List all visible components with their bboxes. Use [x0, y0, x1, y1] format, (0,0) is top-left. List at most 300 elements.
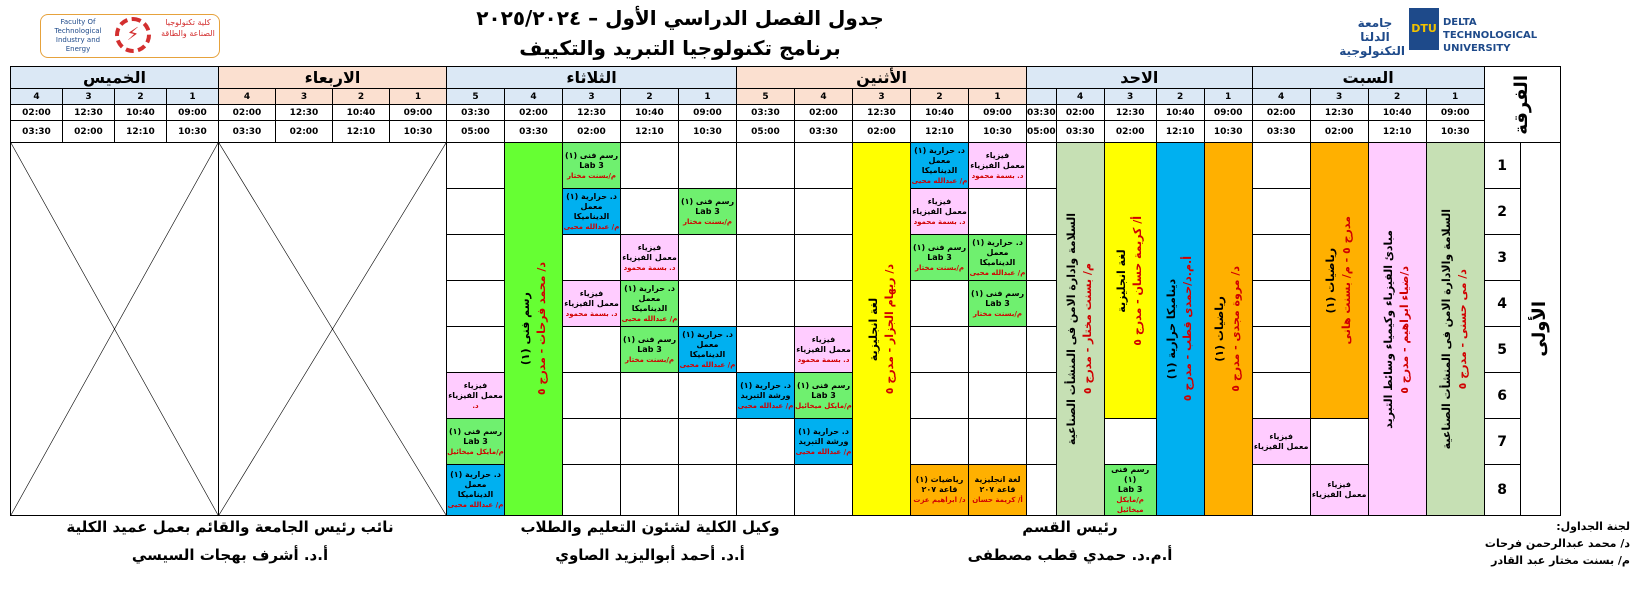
- session-room: معمل الفيزياء: [970, 160, 1025, 170]
- session-text: [447, 470, 504, 510]
- empty-slot: [969, 419, 1027, 465]
- session-cell: [795, 419, 853, 465]
- signature-title: نائب رئيس الجامعة والقائم بعمل عميد الكلية: [66, 518, 394, 536]
- period-start-time: 02:00: [1056, 105, 1104, 121]
- session-course: رسم فنى (١): [912, 242, 967, 252]
- empty-slot: [1252, 281, 1310, 327]
- empty-slot: [563, 465, 621, 516]
- empty-slot: [447, 281, 505, 327]
- empty-slot: [679, 235, 737, 281]
- empty-slot: [1027, 281, 1057, 327]
- period-start-time: 12:30: [1310, 105, 1368, 121]
- empty-slot: [679, 143, 737, 189]
- cancelled-day-block: [219, 143, 447, 516]
- period-end-time: 12:10: [115, 121, 167, 143]
- session-course: فيزياء: [985, 150, 1010, 160]
- session-text: [795, 427, 852, 457]
- course-instructor: م/ بسنت مختار - مدرج ٥: [1081, 263, 1095, 395]
- session-cell: [621, 281, 679, 327]
- session-room: معمل الديناميكا: [921, 155, 958, 175]
- empty-slot: [737, 143, 795, 189]
- empty-slot: [679, 281, 737, 327]
- period-number: 4: [11, 89, 63, 105]
- course-instructor: د/ مى حسنى - مدرج ٥: [1456, 268, 1470, 390]
- session-course: فيزياء: [463, 380, 488, 390]
- period-end-time: 03:30: [1252, 121, 1310, 143]
- day-header: الأثنين: [737, 67, 1027, 89]
- empty-slot: [1027, 327, 1057, 373]
- period-end-time: 03:30: [1056, 121, 1104, 143]
- session-room: معمل الديناميكا: [573, 201, 610, 221]
- period-end-time: 02:00: [63, 121, 115, 143]
- empty-slot: [621, 465, 679, 516]
- course-block: [505, 143, 563, 516]
- session-text: [679, 197, 736, 227]
- session-room: معمل الفيزياء: [1311, 490, 1367, 499]
- session-instructor: م/ عبدالله محيى: [795, 447, 852, 456]
- period-end-time: 10:30: [1204, 121, 1252, 143]
- period-number: 3: [63, 89, 115, 105]
- period-end-time: 03:30: [795, 121, 853, 143]
- session-instructor: م/بسنت مختار: [566, 171, 617, 180]
- session-course: د. حرارية (١): [624, 283, 675, 293]
- session-room: معمل الفيزياء: [448, 390, 503, 400]
- period-end-time: 12:10: [1156, 121, 1204, 143]
- period-number: 5: [737, 89, 795, 105]
- period-start-time: 10:40: [911, 105, 969, 121]
- course-instructor: د/ ريهام الجزار - مدرج ٥: [882, 263, 896, 395]
- course-block-text: [1212, 266, 1244, 392]
- session-instructor: م/بسنت مختار: [972, 309, 1023, 318]
- course-name: رياضيات (١): [1213, 296, 1227, 362]
- session-room: معمل الفيزياء: [912, 206, 967, 216]
- empty-slot: [1027, 143, 1057, 189]
- level-label: [1484, 67, 1560, 143]
- empty-slot: [795, 189, 853, 235]
- period-start-time: 09:00: [167, 105, 219, 121]
- empty-slot: [737, 465, 795, 516]
- session-text: [911, 146, 968, 186]
- period-start-time: 09:00: [969, 105, 1027, 121]
- session-room: قاعة ٢٠٧: [979, 485, 1016, 494]
- session-text: [621, 243, 678, 273]
- course-instructor: د/ محمد فرحات - مدرج ٥: [534, 262, 548, 396]
- session-instructor: م/ عبدالله محيى: [737, 401, 794, 410]
- session-cell: [795, 373, 853, 419]
- session-room: معمل الديناميكا: [689, 339, 726, 359]
- course-name: رياضيات (١): [1324, 247, 1338, 314]
- session-cell: [969, 281, 1027, 327]
- course-name: لغة انجليزية: [1115, 248, 1129, 313]
- course-block: [1426, 143, 1484, 516]
- empty-slot: [1252, 373, 1310, 419]
- university-logo: [1339, 8, 1545, 58]
- period-end-time: 05:00: [447, 121, 505, 143]
- empty-slot: [911, 419, 969, 465]
- row-number: 5: [1484, 327, 1520, 373]
- session-course: فيزياء: [927, 196, 952, 206]
- empty-slot: [911, 373, 969, 419]
- session-instructor: أ/ كريمة حسان: [972, 496, 1023, 504]
- session-cell: [447, 373, 505, 419]
- period-end-time: 10:30: [167, 121, 219, 143]
- period-end-time: 10:30: [1426, 121, 1484, 143]
- session-text: [911, 475, 968, 505]
- session-cell: [1310, 465, 1368, 516]
- session-course: فيزياء: [1327, 480, 1351, 489]
- cross-icon: [219, 143, 446, 515]
- period-number: [1027, 89, 1057, 105]
- session-room: Lab 3: [927, 252, 952, 262]
- period-end-time: 10:30: [679, 121, 737, 143]
- course-block: [1104, 143, 1156, 419]
- period-start-time: 02:00: [795, 105, 853, 121]
- empty-slot: [621, 189, 679, 235]
- session-text: [911, 197, 968, 227]
- course-instructor: د/ مروة مجدى - مدرج ٥: [1229, 266, 1243, 392]
- gear-icon: ⚡: [115, 17, 151, 53]
- empty-slot: [447, 327, 505, 373]
- course-block-text: [1381, 230, 1413, 429]
- period-number: 5: [447, 89, 505, 105]
- period-number: 2: [115, 89, 167, 105]
- session-room: معمل الفيزياء: [796, 344, 851, 354]
- session-room: Lab 3: [811, 390, 836, 400]
- empty-slot: [737, 327, 795, 373]
- session-instructor: م/ عبدالله محيى: [911, 176, 968, 185]
- period-start-row: [11, 105, 1561, 121]
- session-cell: [447, 465, 505, 516]
- period-number: 1: [167, 89, 219, 105]
- course-block-text: [1323, 216, 1355, 344]
- course-block: [1368, 143, 1426, 516]
- session-text: [563, 151, 620, 181]
- session-course: فيزياء: [1269, 431, 1293, 441]
- period-end-time: 12:10: [911, 121, 969, 143]
- empty-slot: [1027, 419, 1057, 465]
- signature-title: وكيل الكلية لشئون التعليم والطلاب: [520, 518, 780, 536]
- session-text: [679, 330, 736, 370]
- session-room: قاعة ٢٠٧: [921, 485, 958, 494]
- session-course: رياضيات (١): [915, 475, 964, 484]
- period-start-time: 10:40: [1156, 105, 1204, 121]
- period-start-time: 09:00: [679, 105, 737, 121]
- period-end-time: 12:10: [621, 121, 679, 143]
- session-text: [911, 243, 968, 273]
- session-course: رسم فنى (١): [1111, 465, 1150, 484]
- session-instructor: د/ ابراهيم عزت: [913, 496, 966, 504]
- empty-slot: [737, 235, 795, 281]
- session-room: ورشة التبريد: [798, 436, 849, 446]
- schedule-table: [10, 66, 1561, 516]
- signature-name: أ.م.د. حمدي قطب مصطفى: [967, 546, 1173, 564]
- empty-slot: [1027, 235, 1057, 281]
- session-instructor: م/ عبدالله محيى: [969, 268, 1026, 277]
- level-name-text: الأولى: [1529, 301, 1551, 357]
- course-block: [1204, 143, 1252, 516]
- period-number: 3: [276, 89, 333, 105]
- period-number: 3: [1104, 89, 1156, 105]
- faculty-logo: [40, 14, 220, 58]
- session-instructor: م/بسنت مختار: [682, 217, 733, 226]
- period-number: 1: [1426, 89, 1484, 105]
- session-cell: [795, 327, 853, 373]
- row-number: 6: [1484, 373, 1520, 419]
- session-room: Lab 3: [463, 436, 488, 446]
- row-number: 7: [1484, 419, 1520, 465]
- session-room: معمل الديناميكا: [631, 293, 668, 313]
- session-text: [621, 284, 678, 324]
- session-room: Lab 3: [579, 160, 604, 170]
- session-text: [969, 475, 1026, 505]
- page-title: جدول الفصل الدراسي الأول – ٢٠٢٥/٢٠٢٤: [476, 6, 884, 30]
- session-cell: [447, 419, 505, 465]
- session-cell: [1252, 419, 1310, 465]
- period-start-time: 10:40: [1368, 105, 1426, 121]
- period-start-time: 02:00: [1252, 105, 1310, 121]
- period-start-time: 09:00: [390, 105, 447, 121]
- session-course: فيزياء: [811, 334, 836, 344]
- course-block: [853, 143, 911, 516]
- period-end-time: 05:00: [1027, 121, 1057, 143]
- session-text: [969, 151, 1026, 181]
- university-logo-en: DELTA TECHNOLOGICAL UNIVERSITY: [1443, 17, 1538, 54]
- session-text: [969, 238, 1026, 278]
- session-course: فيزياء: [579, 288, 604, 298]
- day-header: الثلاثاء: [447, 67, 737, 89]
- empty-slot: [795, 143, 853, 189]
- session-cell: [563, 143, 621, 189]
- session-cell: [563, 281, 621, 327]
- session-instructor: م/مايكل ميخائيل: [1116, 496, 1144, 514]
- period-number: 4: [505, 89, 563, 105]
- empty-slot: [447, 235, 505, 281]
- signature-title: رئيس القسم: [1022, 518, 1118, 536]
- period-start-time: 02:00: [505, 105, 563, 121]
- course-instructor: د/ضياء ابراهيم - مدرج ٥: [1398, 265, 1412, 393]
- period-start-time: 12:30: [276, 105, 333, 121]
- session-instructor: د. بسمة محمود: [971, 171, 1024, 180]
- empty-slot: [1310, 419, 1368, 465]
- course-block: [1310, 143, 1368, 419]
- period-start-time: 02:00: [219, 105, 276, 121]
- period-number: 1: [1204, 89, 1252, 105]
- session-cell: [911, 465, 969, 516]
- cross-icon: [11, 143, 218, 515]
- period-end-row: [11, 121, 1561, 143]
- period-number: 4: [795, 89, 853, 105]
- page-header: [0, 0, 1650, 66]
- period-number: 4: [219, 89, 276, 105]
- period-number-row: [11, 89, 1561, 105]
- period-end-time: 03:30: [219, 121, 276, 143]
- course-name: السلامة والادارة الامن فى المنشأت الصناعية: [1440, 208, 1454, 450]
- session-course: رسم فنى (١): [680, 196, 735, 206]
- session-room: معمل الفيزياء: [564, 298, 619, 308]
- course-instructor: أ.م.د/حمدى قطب - مدرج ٥: [1181, 256, 1195, 402]
- course-name: مبادئ الفيزياء وكيمياء وسائط التبريد: [1382, 229, 1396, 429]
- empty-slot: [621, 373, 679, 419]
- session-course: د. حرارية (١): [914, 145, 965, 155]
- signature-name: أ.د. أحمد أبواليزيد الصاوي: [555, 546, 745, 564]
- period-start-time: 12:30: [1104, 105, 1156, 121]
- session-text: [969, 289, 1026, 319]
- day-header: الاربعاء: [219, 67, 447, 89]
- session-cell: [563, 189, 621, 235]
- course-block: [1056, 143, 1104, 516]
- session-room: Lab 3: [1117, 485, 1143, 494]
- session-instructor: م/مايكل ميخائيل: [447, 447, 504, 456]
- course-instructor: مدرج ٥ - م/ بسنت هانى: [1340, 216, 1354, 345]
- session-room: معمل الفيزياء: [622, 252, 677, 262]
- period-end-time: 02:00: [853, 121, 911, 143]
- session-cell: [911, 189, 969, 235]
- empty-slot: [911, 281, 969, 327]
- period-number: 1: [390, 89, 447, 105]
- empty-slot: [679, 373, 737, 419]
- empty-slot: [737, 189, 795, 235]
- schedule-committee: [1420, 518, 1630, 569]
- period-number: 3: [1310, 89, 1368, 105]
- session-text: [563, 289, 620, 319]
- row-number: 8: [1484, 465, 1520, 516]
- day-header-row: [11, 67, 1561, 89]
- empty-slot: [679, 465, 737, 516]
- empty-slot: [795, 281, 853, 327]
- session-instructor: د. بسمة محمود: [623, 263, 676, 272]
- level-name: [1520, 143, 1560, 516]
- course-block-text: [1439, 209, 1471, 449]
- page-subtitle: برنامج تكنولوجيا التبريد والتكييف: [519, 36, 841, 60]
- session-course: د. حرارية (١): [972, 237, 1023, 247]
- session-room: ورشة التبريد: [740, 390, 791, 400]
- session-cell: [679, 327, 737, 373]
- period-number: 1: [969, 89, 1027, 105]
- period-end-time: 02:00: [1310, 121, 1368, 143]
- session-course: لغة انجليزية: [974, 475, 1021, 484]
- session-room: Lab 3: [985, 298, 1010, 308]
- period-end-time: 05:00: [737, 121, 795, 143]
- session-course: د. حرارية (١): [566, 191, 617, 201]
- session-text: [563, 192, 620, 232]
- empty-slot: [737, 281, 795, 327]
- period-start-time: 12:30: [853, 105, 911, 121]
- session-cell: [679, 189, 737, 235]
- session-course: رسم فنى (١): [622, 334, 677, 344]
- period-start-time: 10:40: [621, 105, 679, 121]
- empty-slot: [447, 143, 505, 189]
- empty-slot: [447, 189, 505, 235]
- period-number: 1: [679, 89, 737, 105]
- empty-slot: [1104, 419, 1156, 465]
- course-name: رسم فنى (١): [518, 292, 532, 366]
- empty-slot: [563, 419, 621, 465]
- day-header: الاحد: [1027, 67, 1253, 89]
- session-room: معمل الديناميكا: [457, 480, 494, 499]
- session-instructor: د.: [472, 401, 479, 410]
- signature-vice-president: [40, 518, 420, 564]
- session-course: رسم فنى (١): [970, 288, 1025, 298]
- committee-member: د/ محمد عبدالرحمن فرحات: [1484, 537, 1630, 550]
- period-start-time: 03:30: [737, 105, 795, 121]
- session-course: رسم فنى (١): [796, 380, 851, 390]
- session-instructor: م/بسنت مختار: [624, 355, 675, 364]
- session-instructor: م/مايكل ميخائيل: [795, 401, 852, 410]
- period-end-time: 02:00: [563, 121, 621, 143]
- session-course: د. حرارية (١): [450, 470, 501, 479]
- period-start-time: 12:30: [563, 105, 621, 121]
- university-logo-ar: جامعة الدلتا التكنولوجية: [1339, 16, 1405, 58]
- row-number: 4: [1484, 281, 1520, 327]
- course-block-text: [1064, 213, 1096, 445]
- session-instructor: د. بسمة محمود: [565, 309, 618, 318]
- period-end-time: 02:00: [276, 121, 333, 143]
- session-cell: [911, 143, 969, 189]
- empty-slot: [563, 373, 621, 419]
- course-block-text: [1164, 256, 1196, 401]
- session-text: [795, 381, 852, 411]
- empty-slot: [795, 235, 853, 281]
- session-text: [1105, 465, 1156, 515]
- session-course: فيزياء: [637, 242, 662, 252]
- period-start-time: 03:30: [1027, 105, 1057, 121]
- signature-vice-dean: [490, 518, 810, 564]
- period-start-time: 09:00: [1426, 105, 1484, 121]
- empty-slot: [1027, 465, 1057, 516]
- row-number: 2: [1484, 189, 1520, 235]
- session-cell: [969, 465, 1027, 516]
- university-logo-mark: DTU: [1409, 8, 1439, 50]
- period-start-time: 10:40: [333, 105, 390, 121]
- empty-slot: [621, 143, 679, 189]
- empty-slot: [1252, 189, 1310, 235]
- course-block-text: [518, 262, 550, 395]
- course-name: لغة انجليزية: [866, 297, 880, 361]
- period-number: 2: [1156, 89, 1204, 105]
- period-end-time: 02:00: [1104, 121, 1156, 143]
- session-course: د. حرارية (١): [798, 426, 849, 436]
- course-block-text: [1114, 216, 1146, 346]
- period-number: 4: [1252, 89, 1310, 105]
- session-cell: [621, 235, 679, 281]
- empty-slot: [563, 235, 621, 281]
- signature-department-head: [960, 518, 1180, 564]
- period-number: 2: [911, 89, 969, 105]
- session-cell: [969, 235, 1027, 281]
- session-cell: [911, 235, 969, 281]
- period-end-time: 03:30: [505, 121, 563, 143]
- faculty-logo-en: Faculty Of Technological Industry and Energy: [54, 18, 102, 53]
- period-end-time: 03:30: [11, 121, 63, 143]
- session-course: رسم فنى (١): [448, 426, 503, 436]
- period-number: 2: [621, 89, 679, 105]
- period-start-time: 02:00: [11, 105, 63, 121]
- committee-member: م/ بسنت مختار عبد القادر: [1491, 554, 1630, 567]
- empty-slot: [679, 419, 737, 465]
- row-number: 3: [1484, 235, 1520, 281]
- course-name: السلامة وادارة الامن فى المنشأت الصناعية: [1065, 212, 1079, 446]
- empty-slot: [911, 327, 969, 373]
- empty-slot: [1252, 143, 1310, 189]
- session-cell: [621, 327, 679, 373]
- period-start-time: 03:30: [447, 105, 505, 121]
- course-block: [1156, 143, 1204, 516]
- schedule-row: [11, 143, 1561, 189]
- committee-title: لجنة الجداول:: [1556, 520, 1630, 533]
- empty-slot: [1252, 235, 1310, 281]
- empty-slot: [1252, 465, 1310, 516]
- course-name: ديناميكا حرارية (١): [1165, 278, 1179, 380]
